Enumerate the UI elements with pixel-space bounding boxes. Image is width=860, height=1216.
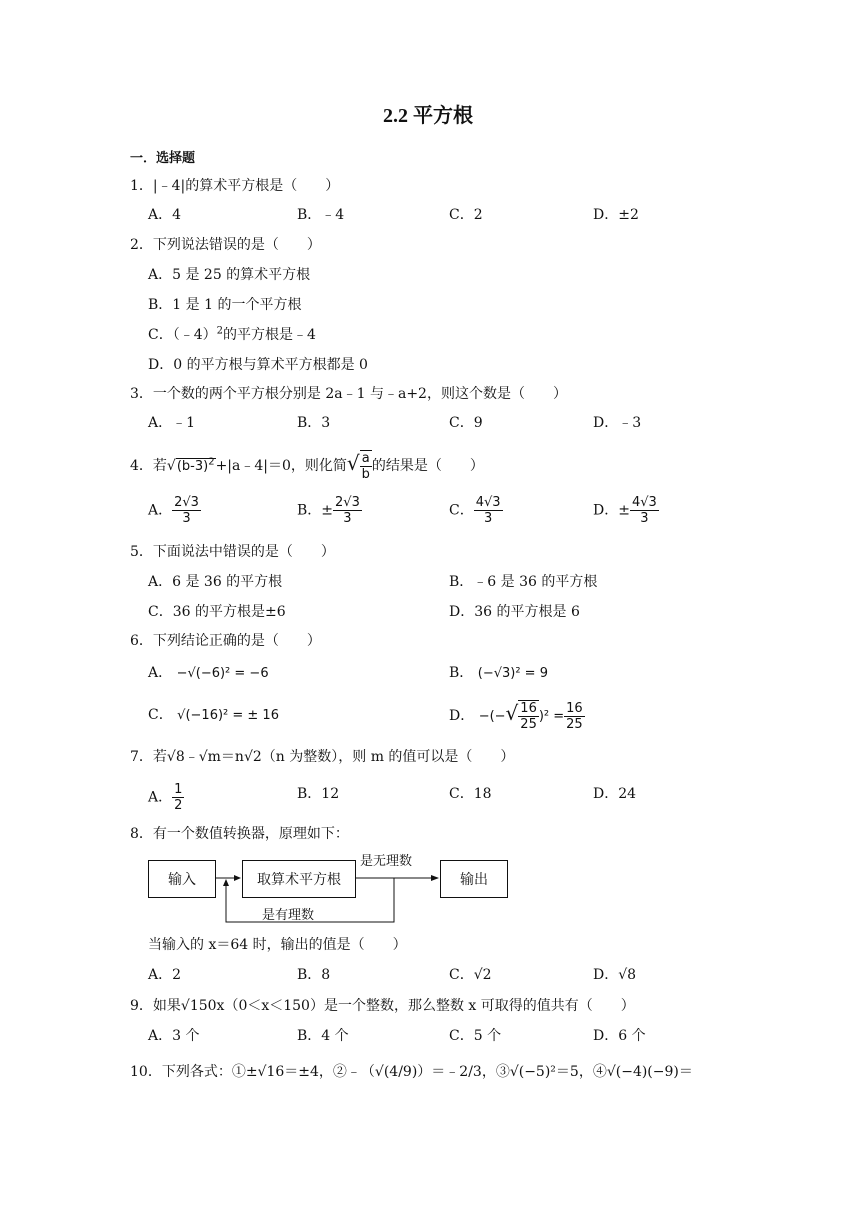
q4-c-num: 4√3 bbox=[475, 495, 501, 510]
question-5-stem: 5．下面说法中错误的是（ ） bbox=[130, 544, 335, 560]
question-4-option-d bbox=[593, 495, 659, 526]
question-6-option-d bbox=[449, 700, 585, 732]
question-6-option-c bbox=[148, 706, 279, 725]
arrow-head-icon bbox=[431, 875, 439, 881]
option-c-tail: 的平方根是﹣4 bbox=[223, 327, 316, 343]
question-4-option-c bbox=[449, 495, 503, 526]
q4-d-frac bbox=[630, 495, 659, 526]
q4-a-label: A． bbox=[148, 502, 173, 519]
q4-b-num: 2√3 bbox=[335, 495, 360, 510]
flow-yes-label: 是无理数 bbox=[360, 854, 413, 869]
q4-radicand bbox=[176, 458, 216, 474]
q6-d-mid: )² = bbox=[538, 709, 565, 724]
q6-b-label: B． bbox=[449, 665, 474, 681]
q4-frac-num: a bbox=[361, 451, 370, 466]
question-2-option-b: B．1 是 1 的一个平方根 bbox=[148, 297, 302, 313]
q4-pre: 4．若 bbox=[130, 458, 167, 474]
question-8-option-a: A．2 bbox=[148, 967, 182, 983]
question-7-option-d: D．24 bbox=[593, 786, 637, 802]
q4-radicand-exp: 2 bbox=[208, 456, 215, 468]
option-c-base: C．（﹣4） bbox=[148, 327, 217, 343]
q6-d-label: D． bbox=[449, 708, 475, 724]
q6-c-label: C． bbox=[148, 707, 173, 723]
question-2-option-c bbox=[148, 326, 316, 344]
question-8-option-d: D．√8 bbox=[593, 967, 637, 983]
q4-c-den: 3 bbox=[483, 511, 493, 526]
q4-a-frac bbox=[172, 495, 201, 526]
q4-fraction bbox=[360, 450, 372, 482]
question-7-option-c: C．18 bbox=[449, 786, 492, 802]
question-5-option-a: A．6 是 36 的平方根 bbox=[148, 574, 283, 590]
flow-output-box: 输出 bbox=[440, 860, 508, 898]
question-4-option-a bbox=[148, 495, 201, 526]
question-9-option-b: B．4 个 bbox=[297, 1028, 349, 1044]
question-10-stem: 10．下列各式：①±√16＝±4，②﹣（√(4/9)）＝﹣2/3，③√(−5)²＝5，④√(−4)(−9)＝ bbox=[130, 1064, 693, 1080]
q4-d-den: 3 bbox=[640, 511, 649, 526]
flow-arrows bbox=[140, 850, 450, 930]
q4-frac-den: b bbox=[361, 467, 370, 482]
q7-a-num: 1 bbox=[174, 782, 183, 797]
question-2-option-a: A．5 是 25 的算术平方根 bbox=[148, 267, 311, 283]
flow-no-label: 是有理数 bbox=[262, 908, 315, 923]
q6-d-den: 25 bbox=[520, 717, 537, 732]
page-title: 2.2 平方根 bbox=[383, 105, 473, 127]
q7-a-frac bbox=[172, 782, 184, 813]
question-3-option-c: C．9 bbox=[449, 415, 483, 431]
question-8-option-c: C．√2 bbox=[449, 967, 492, 983]
q6-a-label: A． bbox=[148, 665, 173, 681]
question-6-stem: 6．下列结论正确的是（ ） bbox=[130, 633, 321, 649]
question-9-stem: 9．如果√150x（0＜x＜150）是一个整数，那么整数 x 可取得的值共有（ ） bbox=[130, 998, 635, 1014]
q4-b-frac bbox=[333, 495, 362, 526]
sqrt-icon: √ bbox=[505, 701, 519, 725]
question-3-stem: 3．一个数的两个平方根分别是 2a﹣1 与﹣a+2，则这个数是（ ） bbox=[130, 386, 567, 402]
question-8-question: 当输入的 x＝64 时，输出的值是（ ） bbox=[148, 937, 407, 953]
question-3-option-d: D．﹣3 bbox=[593, 415, 642, 431]
q7-a-label: A． bbox=[148, 789, 173, 806]
q4-mid: +|a﹣4|＝0，则化简 bbox=[215, 458, 347, 474]
arrow-head-icon bbox=[223, 879, 229, 886]
q6-d-rfrac bbox=[564, 701, 585, 732]
q6-d-frac bbox=[518, 700, 539, 732]
question-1-stem: 1．|﹣4|的算术平方根是（ ） bbox=[130, 178, 340, 194]
section-heading: 一．选择题 bbox=[130, 151, 196, 166]
question-2-stem: 2．下列说法错误的是（ ） bbox=[130, 237, 321, 253]
q4-post: 的结果是（ ） bbox=[371, 458, 484, 474]
question-9-option-d: D．6 个 bbox=[593, 1028, 646, 1044]
question-4-stem bbox=[130, 450, 484, 482]
q6-d-num: 16 bbox=[520, 701, 537, 716]
q4-c-frac bbox=[474, 495, 503, 526]
question-1-option-b: B．﹣4 bbox=[297, 207, 345, 223]
q4-b-label: B．± bbox=[297, 502, 334, 519]
q4-d-num: 4√3 bbox=[631, 495, 657, 510]
sqrt-icon: √ bbox=[346, 451, 360, 475]
q4-radicand-base: (b-3) bbox=[176, 459, 209, 474]
question-2-option-d: D．0 的平方根与算术平方根都是 0 bbox=[148, 357, 368, 373]
question-6-option-b bbox=[449, 664, 548, 683]
question-4-option-b bbox=[297, 495, 362, 526]
q6-d-pre: −(− bbox=[478, 709, 506, 724]
arrow-loop-back bbox=[226, 878, 394, 922]
sqrt-icon: √ bbox=[166, 458, 176, 474]
question-7-stem: 7．若√8﹣√m＝n√2（n 为整数），则 m 的值可以是（ ） bbox=[130, 749, 515, 765]
question-5-option-c: C．36 的平方根是±6 bbox=[148, 604, 286, 620]
question-8-stem: 8．有一个数值转换器，原理如下： bbox=[130, 826, 349, 842]
question-1-option-c: C．2 bbox=[449, 207, 483, 223]
question-1-option-d: D．±2 bbox=[593, 207, 639, 223]
question-7-option-b: B．12 bbox=[297, 786, 340, 802]
question-6-option-a bbox=[148, 664, 269, 683]
question-7-option-a bbox=[148, 782, 184, 813]
question-9-option-a: A．3 个 bbox=[148, 1028, 200, 1044]
question-1-option-a: A．4 bbox=[148, 207, 182, 223]
q4-a-num: 2√3 bbox=[174, 495, 199, 510]
q6-c-expr: √(−16)² = ± 16 bbox=[177, 708, 279, 723]
q7-a-den: 2 bbox=[174, 798, 183, 813]
arrow-head-icon bbox=[234, 875, 241, 881]
q4-b-den: 3 bbox=[343, 511, 352, 526]
q6-d-rnum: 16 bbox=[566, 700, 583, 716]
q4-c-label: C． bbox=[449, 502, 474, 519]
q6-d-rden: 25 bbox=[566, 716, 583, 732]
q4-a-den: 3 bbox=[182, 511, 191, 526]
flow-sqrt-box: 取算术平方根 bbox=[242, 860, 356, 898]
q4-d-label: D．± bbox=[593, 502, 630, 519]
option-c-exponent: 2 bbox=[216, 325, 223, 337]
flow-input-box: 输入 bbox=[148, 860, 216, 898]
question-8-option-b: B．8 bbox=[297, 967, 331, 983]
question-3-option-b: B．3 bbox=[297, 415, 331, 431]
question-3-option-a: A．﹣1 bbox=[148, 415, 196, 431]
question-5-option-d: D．36 的平方根是 6 bbox=[449, 604, 580, 620]
q6-b-expr: (−√3)² = 9 bbox=[477, 666, 548, 681]
question-5-option-b: B．﹣6 是 36 的平方根 bbox=[449, 574, 598, 590]
question-9-option-c: C．5 个 bbox=[449, 1028, 502, 1044]
q6-a-expr: −√(−6)² = −6 bbox=[176, 666, 269, 681]
